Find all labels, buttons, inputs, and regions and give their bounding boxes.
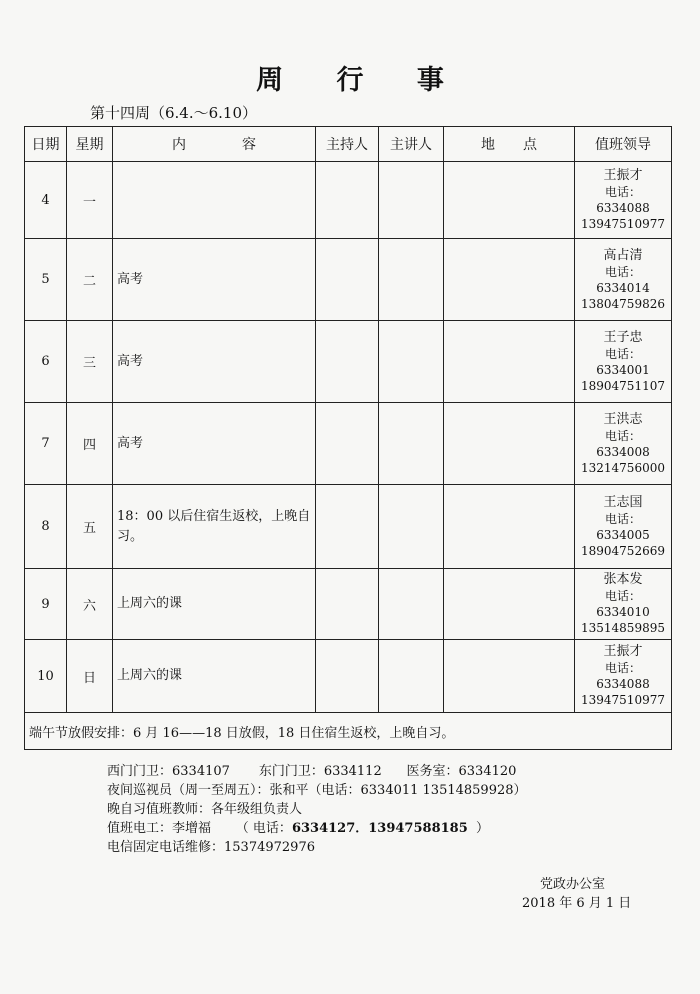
duty-leader-phone: 电话：6334008 <box>596 428 650 459</box>
row-date: 7 <box>25 403 67 485</box>
row-weekday: 一 <box>67 162 113 239</box>
duty-leader-phone: 电话：6334088 <box>596 661 650 691</box>
row-duty <box>575 162 672 239</box>
row-place <box>444 321 575 403</box>
duty-leader-mobile: 18904752669 <box>581 543 665 558</box>
contact-line-gates: 西门门卫：6334107 东门门卫：6334112 医务室：6334120 <box>107 764 517 779</box>
row-place <box>444 239 575 321</box>
duty-leader-mobile: 13804759826 <box>581 296 665 311</box>
row-host <box>316 403 379 485</box>
header-weekday: 星期 <box>67 127 113 162</box>
table-row <box>25 569 672 640</box>
row-place <box>444 569 575 640</box>
row-host <box>316 321 379 403</box>
row-speaker <box>379 640 444 713</box>
row-host <box>316 569 379 640</box>
row-duty <box>575 239 672 321</box>
duty-leader-phone: 电话：6334010 <box>596 589 650 619</box>
table-row <box>25 403 672 485</box>
duty-leader-name: 高占清 <box>603 247 643 263</box>
header-speaker: 主讲人 <box>379 127 444 162</box>
duty-leader-phone: 电话：6334088 <box>596 185 650 215</box>
duty-leader-name: 王振才 <box>603 168 643 183</box>
row-duty <box>575 403 672 485</box>
electrician-suffix: ） <box>467 821 490 836</box>
row-weekday: 四 <box>67 403 113 485</box>
contact-line-electrician <box>107 819 527 838</box>
duty-leader-name: 张本发 <box>603 572 643 587</box>
header-row <box>25 127 672 162</box>
row-host <box>316 239 379 321</box>
header-content: 内 容 <box>113 127 316 162</box>
duty-leader-name: 王志国 <box>603 494 643 510</box>
header-host: 主持人 <box>316 127 379 162</box>
duty-leader-mobile: 13214756000 <box>581 460 665 475</box>
row-weekday: 五 <box>67 485 113 569</box>
duty-leader-phone: 电话：6334005 <box>596 511 650 542</box>
row-host <box>316 162 379 239</box>
week-label: 第十四周（6.4.～6.10） <box>90 104 258 122</box>
row-speaker <box>379 321 444 403</box>
contact-line-telecom: 电信固定电话维修：15374972976 <box>107 840 315 855</box>
row-date: 5 <box>25 239 67 321</box>
table-row <box>25 640 672 713</box>
header-duty-leader: 值班领导 <box>575 127 672 162</box>
row-content: 高考 <box>113 403 316 485</box>
table-row <box>25 485 672 569</box>
duty-leader-name: 王子忠 <box>603 329 643 345</box>
row-date: 4 <box>25 162 67 239</box>
row-duty <box>575 569 672 640</box>
row-content: 18：00 以后住宿生返校，上晚自习。 <box>113 485 316 569</box>
electrician-prefix: 值班电工：李增福 （ 电话： <box>107 821 292 836</box>
duty-leader-mobile: 13514859895 <box>581 621 665 635</box>
row-weekday: 六 <box>67 569 113 640</box>
header-place: 地 点 <box>444 127 575 162</box>
row-weekday: 日 <box>67 640 113 713</box>
duty-leader-phone: 电话：6334001 <box>596 346 650 377</box>
row-duty <box>575 485 672 569</box>
row-speaker <box>379 569 444 640</box>
duty-leader-mobile: 18904751107 <box>581 378 665 393</box>
row-speaker <box>379 403 444 485</box>
holiday-row <box>25 713 672 750</box>
row-date: 6 <box>25 321 67 403</box>
row-place <box>444 485 575 569</box>
duty-leader-name: 王洪志 <box>603 411 643 427</box>
table-row <box>25 321 672 403</box>
row-weekday: 三 <box>67 321 113 403</box>
duty-leader-name: 王振才 <box>603 644 643 659</box>
row-host <box>316 640 379 713</box>
duty-leader-mobile: 13947510977 <box>581 217 665 231</box>
row-weekday: 二 <box>67 239 113 321</box>
contact-info <box>107 762 527 857</box>
row-place <box>444 640 575 713</box>
row-speaker <box>379 162 444 239</box>
issuing-office: 党政办公室 <box>540 877 606 892</box>
row-content: 高考 <box>113 239 316 321</box>
issue-date: 2018 年 6 月 1 日 <box>522 896 632 911</box>
table-row <box>25 239 672 321</box>
row-content: 高考 <box>113 321 316 403</box>
row-speaker <box>379 485 444 569</box>
table-row <box>25 162 672 239</box>
holiday-note: 端午节放假安排：6 月 16——18 日放假，18 日住宿生返校，上晚自习。 <box>25 713 672 750</box>
row-host <box>316 485 379 569</box>
row-duty <box>575 640 672 713</box>
row-speaker <box>379 239 444 321</box>
header-date: 日期 <box>25 127 67 162</box>
duty-leader-mobile: 13947510977 <box>581 693 665 707</box>
contact-line-study-teacher: 晚自习值班教师：各年级组负责人 <box>107 802 303 817</box>
duty-leader-phone: 电话：6334014 <box>596 264 650 295</box>
schedule-table <box>24 126 672 750</box>
row-place <box>444 403 575 485</box>
row-content: 上周六的课 <box>113 640 316 713</box>
electrician-phone: 6334127．13947588185 <box>291 821 468 836</box>
row-date: 9 <box>25 569 67 640</box>
row-date: 10 <box>25 640 67 713</box>
row-content <box>113 162 316 239</box>
row-date: 8 <box>25 485 67 569</box>
row-place <box>444 162 575 239</box>
row-content: 上周六的课 <box>113 569 316 640</box>
contact-line-patrol: 夜间巡视员（周一至周五）：张和平（电话：6334011 13514859928） <box>107 783 527 798</box>
row-duty <box>575 321 672 403</box>
page-title: 周 行 事 <box>256 65 466 96</box>
